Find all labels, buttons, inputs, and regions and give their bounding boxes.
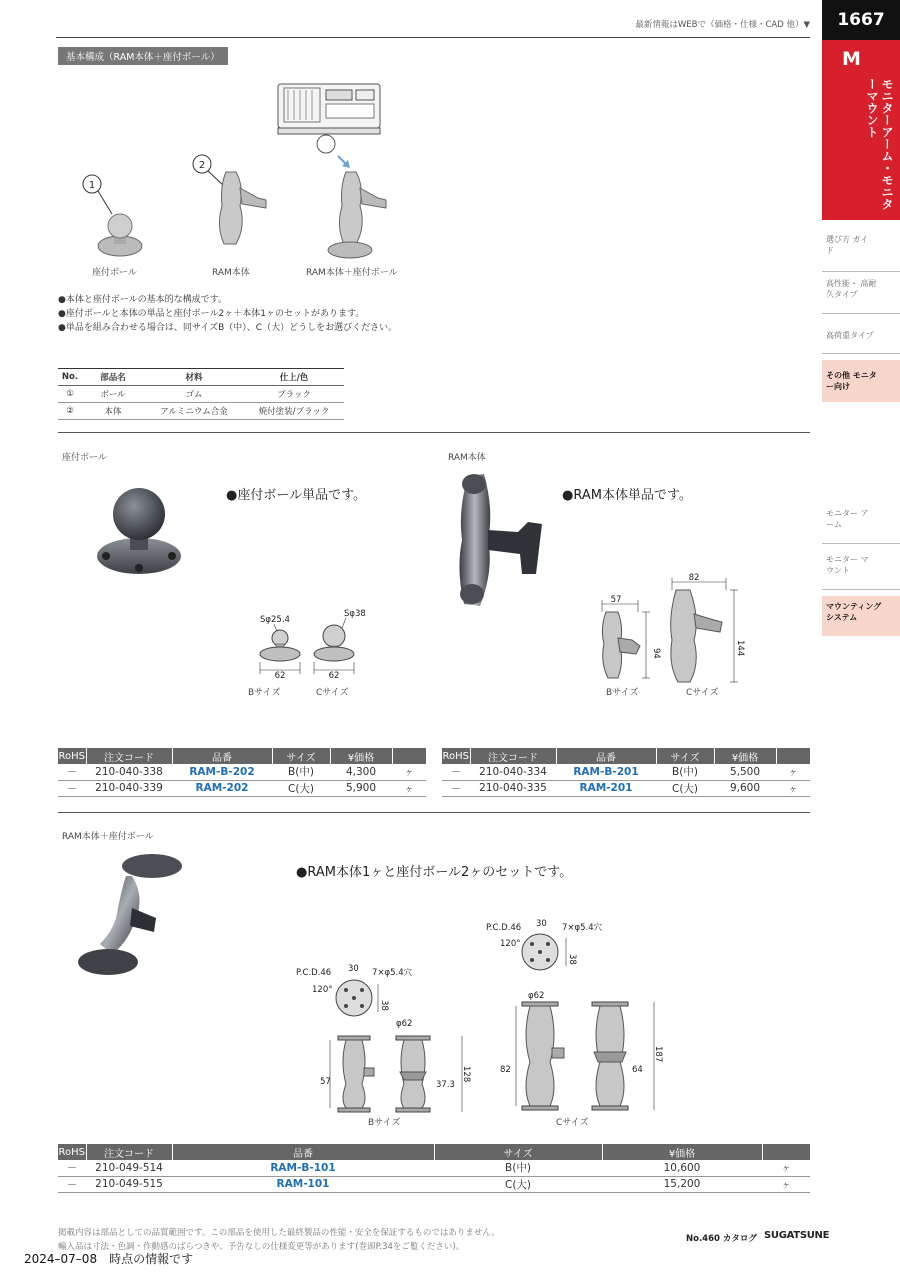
dim-c-d38: 38 (567, 954, 577, 965)
ball-drawing (240, 604, 370, 684)
basic-composition-illustration (70, 76, 430, 266)
bullet-3: ●単品を組み合わせる場合は、同サイズB（中）、C（大）どうしをお選びください。 (58, 323, 398, 333)
set-section-title: RAM本体＋座付ボール (62, 832, 154, 842)
sidebar-item-other-monitor[interactable]: その他 モニター向け (822, 360, 900, 402)
price-table-set: RoHS 注文コード 品番 サイズ ¥価格 － 210-049-514 RAM-B-101 B(中) 10,600 ヶ － 210-049-515 RAM-101 C(大) 15,200 ヶ (58, 1144, 810, 1193)
sidebar-item-monitor-arm[interactable]: モニター アーム (822, 506, 900, 544)
set-drawing (290, 912, 670, 1124)
dim-c-w30: 30 (536, 919, 547, 929)
parts-header-finish: 仕上/色 (244, 369, 344, 386)
dim-b-w37: 37.3 (436, 1080, 455, 1090)
body-label-b: Bサイズ (606, 688, 639, 698)
dim-c-width: 82 (688, 573, 700, 583)
dim-b-height: 94 (651, 648, 661, 659)
part-number-link[interactable]: RAM-B-201 (556, 764, 656, 780)
dim-b-angle: 120° (312, 985, 333, 995)
dim-c-h187: 187 (653, 1046, 663, 1063)
intro-bullets (58, 293, 397, 335)
ball-label-b: Bサイズ (248, 688, 281, 698)
dim-b-w30: 30 (348, 964, 359, 974)
dim-b-width: 57 (610, 595, 622, 605)
table-row: ① ボール ゴム ブラック (58, 386, 344, 403)
dim-b-w57: 57 (320, 1077, 331, 1087)
dim-c-ball: Sφ38 (344, 609, 366, 619)
caption-set: RAM本体＋座付ボール (306, 268, 398, 278)
table-row[interactable]: － 210-040-334 RAM-B-201 B(中) 5,500 ヶ (442, 764, 810, 780)
dim-b-phi62: φ62 (396, 1019, 413, 1029)
part-number-link[interactable]: RAM-201 (556, 780, 656, 796)
set-label-c: Cサイズ (556, 1118, 589, 1128)
dim-b-ball: Sφ25.4 (260, 615, 290, 625)
ball-photo (84, 480, 194, 580)
sidebar-item-guide[interactable]: 選び方 ガイド (822, 232, 900, 272)
dim-b-holes: 7×φ5.4穴 (372, 968, 413, 978)
dim-c-w82: 82 (500, 1065, 511, 1075)
part-number-link[interactable]: RAM-B-202 (172, 764, 272, 780)
table-row[interactable]: － 210-040-335 RAM-201 C(大) 9,600 ヶ (442, 780, 810, 796)
ball-label-c: Cサイズ (316, 688, 349, 698)
ram-body-illustration (219, 172, 266, 244)
body-drawing (592, 568, 752, 688)
table-row: ② 本体 アルミニウム合金 焼付塗装/ブラック (58, 403, 344, 420)
dim-c-height: 144 (735, 640, 745, 657)
body-section-title: RAM本体 (448, 453, 486, 463)
parts-header-no: No. (58, 369, 82, 386)
footer-note-1: 掲載内容は部品としての品質範囲です。この部品を使用した最終製品の性能・安全を保証するものではありません。 (58, 1228, 500, 1238)
part-number-link[interactable]: RAM-202 (172, 780, 272, 796)
part-number-link[interactable]: RAM-101 (172, 1176, 434, 1192)
body-label-c: Cサイズ (686, 688, 719, 698)
set-photo (72, 848, 192, 982)
web-info-note[interactable]: 最新情報はWEBで（価格・仕様・CAD 他）▼ (635, 20, 810, 30)
ball-section-title: 座付ボール (62, 453, 107, 463)
set-section-note: ●RAM本体1ヶと座付ボール2ヶのセットです。 (296, 865, 573, 880)
dim-b-base: 62 (274, 671, 286, 681)
price-table-body: RoHS 注文コード 品番 サイズ ¥価格 － 210-040-334 RAM-B-201 B(中) 5,500 ヶ － 210-040-335 RAM-201 C(大) 9,600 ヶ (442, 748, 810, 797)
callout-2: 2 (198, 160, 206, 171)
body-photo (454, 470, 554, 610)
sidebar-item-heavy-load[interactable]: 高荷重タイプ (822, 326, 900, 354)
catalog-number: No.460 カタログ (686, 1234, 757, 1244)
parts-header-material: 材料 (144, 369, 244, 386)
caption-body: RAM本体 (212, 268, 250, 278)
bullet-2: ●座付ボールと本体の単品と座付ボール2ヶ＋本体1ヶのセットがあります。 (58, 309, 365, 319)
bullet-1: ●本体と座付ボールの基本的な構成です。 (58, 295, 227, 305)
parts-header-name: 部品名 (82, 369, 144, 386)
footer-note-2[interactable]: 輸入品は寸法・色調・作動感のばらつきや、予告なしの仕様変更等があります(巻頭P.34をご覧ください)。 (58, 1242, 465, 1252)
part-number-link[interactable]: RAM-B-101 (172, 1160, 434, 1176)
price-table-ball: RoHS 注文コード 品番 サイズ ¥価格 － 210-040-338 RAM-B-202 B(中) 4,300 ヶ － 210-040-339 RAM-202 C(大) 5,900 ヶ (58, 748, 426, 797)
page-number: 1667 (822, 0, 900, 40)
header-rule (56, 37, 810, 38)
set-label-b: Bサイズ (368, 1118, 401, 1128)
dim-c-angle: 120° (500, 939, 521, 949)
brand-logo: SUGATSUNE (764, 1230, 830, 1241)
ball-mount-illustration (98, 214, 142, 256)
date-stamp: 2024–07–08 時点の情報です (24, 1252, 194, 1266)
callout-1: 1 (88, 180, 96, 191)
table-row[interactable]: － 210-049-514 RAM-B-101 B(中) 10,600 ヶ (58, 1160, 810, 1176)
device-illustration (278, 84, 380, 153)
dim-b-h128: 128 (461, 1066, 471, 1083)
table-row[interactable]: － 210-040-338 RAM-B-202 B(中) 4,300 ヶ (58, 764, 426, 780)
chapter-block (822, 40, 900, 220)
divider-2 (58, 812, 810, 813)
dim-c-base: 62 (328, 671, 340, 681)
sidebar-item-monitor-mount[interactable]: モニター マウント (822, 552, 900, 590)
assembled-illustration (328, 172, 386, 258)
chapter-letter: M (842, 48, 861, 70)
caption-ball: 座付ボール (92, 268, 137, 278)
section-tag-basic: 基本構成（RAM本体＋座付ボール） (58, 47, 228, 65)
dim-c-w64: 64 (632, 1065, 643, 1075)
table-row[interactable]: － 210-049-515 RAM-101 C(大) 15,200 ヶ (58, 1176, 810, 1192)
dim-c-holes: 7×φ5.4穴 (562, 923, 603, 933)
chapter-title: モニターアーム・モニターマウント (865, 78, 894, 210)
ball-section-note: ●座付ボール単品です。 (226, 488, 367, 503)
body-section-note: ●RAM本体単品です。 (562, 488, 692, 503)
dim-c-phi62: φ62 (528, 991, 545, 1001)
dim-b-pcd: P.C.D.46 (296, 968, 332, 978)
dim-c-pcd: P.C.D.46 (486, 923, 522, 933)
sidebar-item-mounting-system[interactable]: マウンティング システム (822, 596, 900, 636)
sidebar-item-high-performance[interactable]: 高性能・ 高耐久タイプ (822, 276, 900, 314)
dim-b-d38: 38 (379, 1000, 389, 1011)
parts-table (58, 368, 344, 420)
divider-1 (58, 432, 810, 433)
table-row[interactable]: － 210-040-339 RAM-202 C(大) 5,900 ヶ (58, 780, 426, 796)
